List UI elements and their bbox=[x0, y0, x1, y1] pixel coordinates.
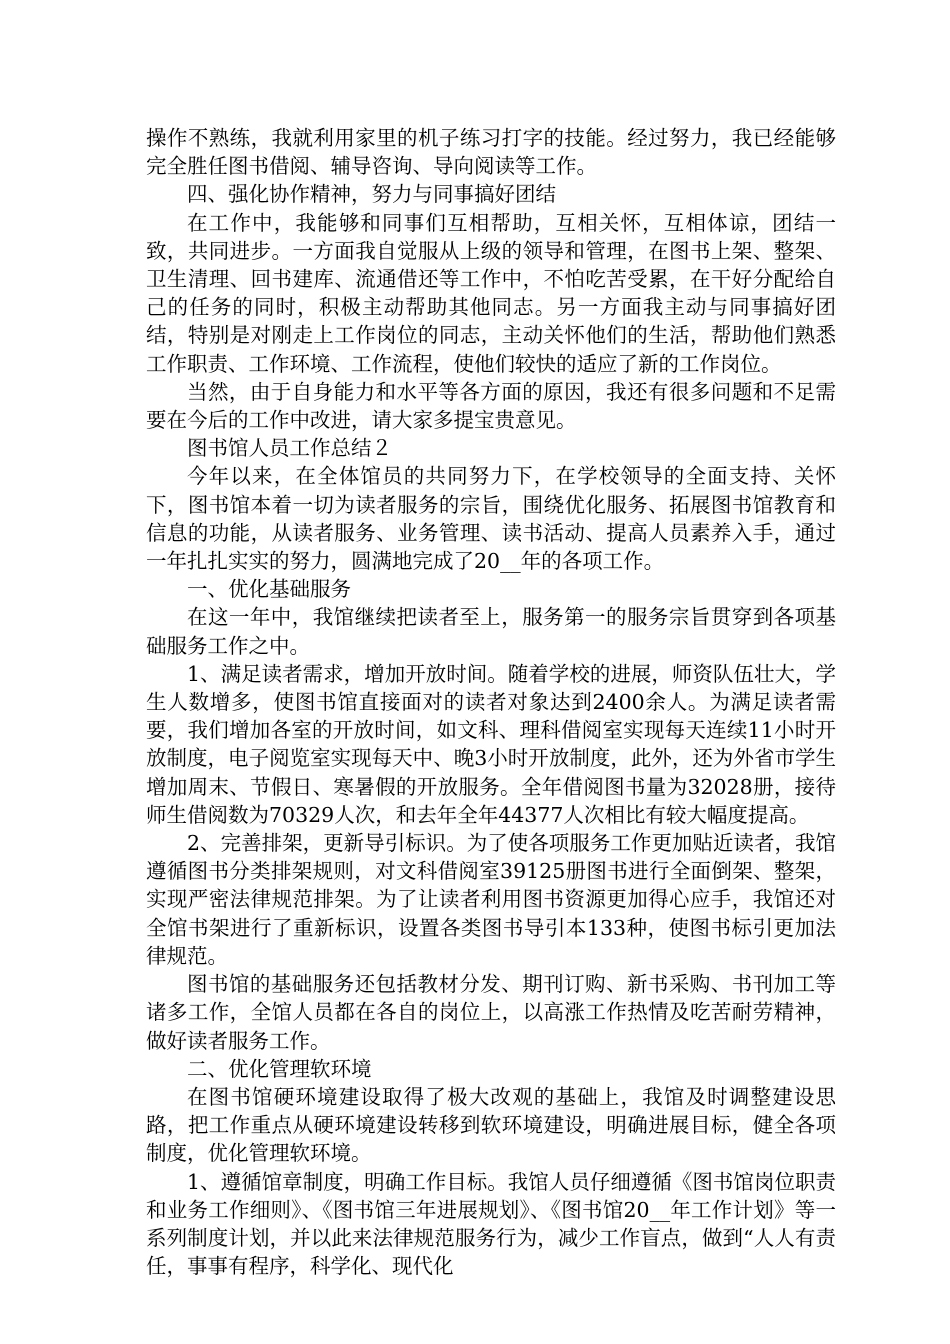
section-heading-basic-service: 一、优化基础服务 bbox=[187, 577, 351, 602]
paragraph-other-services: 图书馆的基础服务还包括教材分发、期刊订购、新书采购、书刊加工等诸多工作，全馆人员都在各自的岗位上，以高涨工作热情及吃苦耐劳精神，做好读者服务工作。 bbox=[146, 972, 836, 1053]
document-body bbox=[146, 124, 836, 1280]
paragraph-shelving: 2、完善排架，更新导引标识。为了使各项服务工作更加贴近读者，我馆遵循图书分类排架规则，对文科借阅室39125册图书进行全面倒架、整架，实现严密法律规范排架。为了让读者利用图书资源更加得心应手，我馆还对全馆书架进行了重新标识，设置各类图书导引本133种，使图书标引更加法律规范。 bbox=[146, 831, 836, 968]
paragraph-basic-service: 在这一年中，我馆继续把读者至上，服务第一的服务宗旨贯穿到各项基础服务工作之中。 bbox=[146, 605, 836, 658]
paragraph-teamwork: 在工作中，我能够和同事们互相帮助，互相关怀，互相体谅，团结一致，共同进步。一方面我自觉服从上级的领导和管理，在图书上架、整架、卫生清理、回书建库、流通借还等工作中，不怕吃苦受累，在干好分配给自己的任务的同时，积极主动帮助其他同志。另一方面我主动与同事搞好团结，特别是对刚走上工作岗位的同志，主动关怀他们的生活，帮助他们熟悉工作职责、工作环境、工作流程，使他们较快的适应了新的工作岗位。 bbox=[146, 210, 836, 376]
paragraph-opening-hours: 1、满足读者需求，增加开放时间。随着学校的进展，师资队伍壮大，学生人数增多，使图书馆直接面对的读者对象达到2400余人。为满足读者需要，我们增加各室的开放时间，如文科、理科借阅室实现每天连续11小时开放制度，电子阅览室实现每天中、晚3小时开放制度，此外，还为外省市学生增加周末、节假日、寒暑假的开放服务。全年借阅图书量为32028册，接待师生借阅数为70329人次，和去年全年44377人次相比有较大幅度提高。 bbox=[146, 661, 836, 827]
paragraph-management: 在图书馆硬环境建设取得了极大改观的基础上，我馆及时调整建设思路，把工作重点从硬环境建设转移到软环境建设，明确进展目标，健全各项制度，优化管理软环境。 bbox=[146, 1084, 836, 1166]
paragraph-rules: 1、遵循馆章制度，明确工作目标。我馆人员仔细遵循《图书馆岗位职责和业务工作细则》、《图书馆三年进展规划》、《图书馆20__年工作计划》等一系列制度计划，并以此来法律规范服务行为，减少工作盲点，做到“人人有责任，事事有程序，科学化、现代化 bbox=[146, 1169, 836, 1279]
document-title-summary-2: 图书馆人员工作总结２ bbox=[187, 436, 392, 461]
section-heading-management: 二、优化管理软环境 bbox=[187, 1056, 372, 1081]
section-heading-teamwork: 四、强化协作精神，努力与同事搞好团结 bbox=[187, 182, 556, 207]
paragraph-continued: 操作不熟练，我就利用家里的机子练习打字的技能。经过努力，我已经能够完全胜任图书借阅、辅导咨询、导向阅读等工作。 bbox=[146, 126, 836, 179]
paragraph-shortcomings: 当然，由于自身能力和水平等各方面的原因，我还有很多问题和不足需要在今后的工作中改进，请大家多提宝贵意见。 bbox=[146, 379, 836, 433]
paragraph-intro: 今年以来，在全体馆员的共同努力下，在学校领导的全面支持、关怀下，图书馆本着一切为读者服务的宗旨，围绕优化服务、拓展图书馆教育和信息的功能，从读者服务、业务管理、读书活动、提高人员素养入手，通过一年扎扎实实的努力，圆满地完成了20__年的各项工作。 bbox=[146, 464, 836, 574]
